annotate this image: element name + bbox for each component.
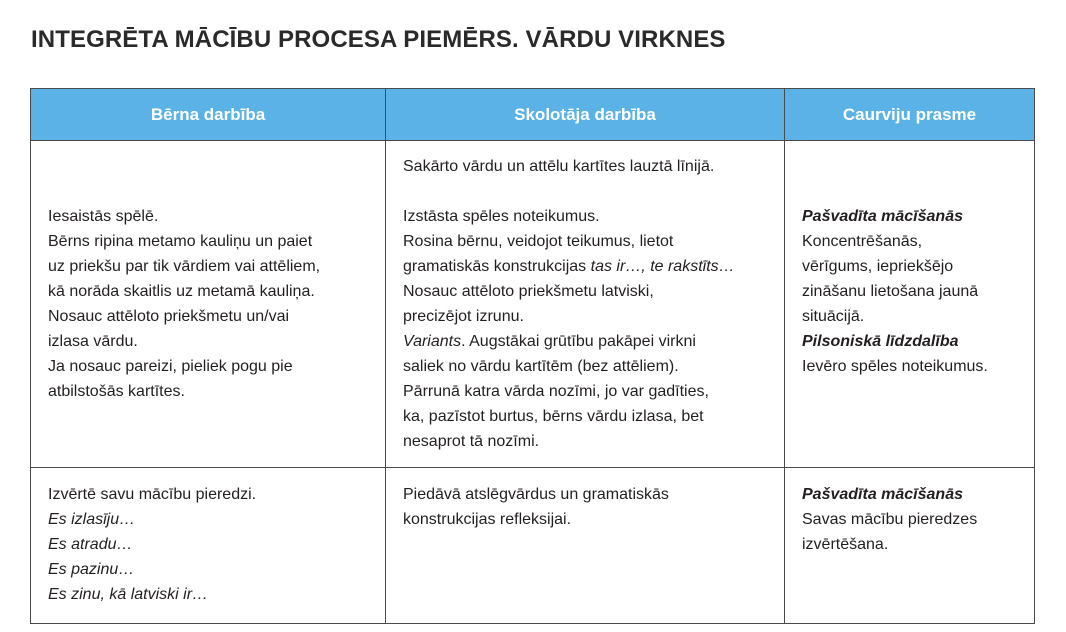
text-line: Iesaistās spēlē. (48, 208, 159, 225)
table-header-row (31, 89, 1035, 141)
child-activity-cell (31, 141, 386, 468)
teacher-activity-cell (386, 468, 785, 624)
header-teacher-activity: Skolotāja darbība (386, 89, 785, 141)
example-phrases: tas ir…, te rakstīts… (590, 258, 735, 275)
text-line: saliek no vārdu kartītēm (bez attēliem). (403, 358, 679, 375)
text-line: Es zinu, kā latviski ir… (48, 586, 209, 603)
text-line (403, 254, 770, 279)
header-transversal-skill: Caurviju prasme (785, 89, 1035, 141)
text-line: Ja nosauc pareizi, pieliek pogu pie (48, 358, 293, 375)
text-line: Piedāvā atslēgvārdus un gramatiskās (403, 486, 669, 503)
activity-table (30, 88, 1035, 624)
text-line: kā norāda skaitlis uz metamā kauliņa. (48, 283, 315, 300)
text-line: Savas mācību pieredzes (802, 511, 978, 528)
text-line: izvērtēšana. (802, 536, 889, 553)
text-line: zināšanu lietošana jaunā (802, 283, 979, 300)
skill-heading: Pašvadīta mācīšanās (802, 208, 963, 225)
text-line: Nosauc attēloto priekšmetu un/vai (48, 308, 290, 325)
child-activity-cell (31, 468, 386, 624)
header-child-activity: Bērna darbība (31, 89, 386, 141)
skill-heading: Pašvadīta mācīšanās (802, 486, 963, 503)
text-line: Izstāsta spēles noteikumus. (403, 208, 600, 225)
text-line: Nosauc attēloto priekšmetu latviski, (403, 283, 654, 300)
skill-cell (785, 468, 1035, 624)
page-title: INTEGRĒTA MĀCĪBU PROCESA PIEMĒRS. VĀRDU VIRKNES (31, 26, 726, 53)
text-line (403, 329, 770, 354)
skill-heading: Pilsoniskā līdzdalība (802, 333, 959, 350)
text-line: precizējot izrunu. (403, 308, 524, 325)
text-line: situācijā. (802, 308, 865, 325)
text-line: Ievēro spēles noteikumus. (802, 358, 988, 375)
text-line: Izvērtē savu mācību pieredzi. (48, 486, 257, 503)
text-line: Sakārto vārdu un attēlu kartītes lauztā līnijā. (403, 158, 715, 175)
text-line: nesaprot tā nozīmi. (403, 433, 540, 450)
text-line: Koncentrēšanās, (802, 233, 923, 250)
text-line: Pārrunā katra vārda nozīmi, jo var gadīties, (403, 383, 709, 400)
text-segment: . Augstākai grūtību pakāpei virkni (461, 333, 696, 350)
text-line: Es atradu… (48, 536, 133, 553)
text-line: Rosina bērnu, veidojot teikumus, lietot (403, 233, 674, 250)
text-line: konstrukcijas refleksijai. (403, 511, 572, 528)
text-line: Es izlasīju… (48, 511, 136, 528)
variant-label: Variants (403, 333, 462, 350)
text-line: vērīgums, iepriekšējo (802, 258, 954, 275)
skill-cell (785, 141, 1035, 468)
text-line: Bērns ripina metamo kauliņu un paiet (48, 233, 313, 250)
text-line: uz priekšu par tik vārdiem vai attēliem, (48, 258, 321, 275)
text-line: ka, pazīstot burtus, bērns vārdu izlasa, bet (403, 408, 704, 425)
text-line: Es pazinu… (48, 561, 135, 578)
table-row (31, 468, 1035, 624)
text-line: atbilstošās kartītes. (48, 383, 185, 400)
text-line: izlasa vārdu. (48, 333, 138, 350)
teacher-activity-cell (386, 141, 785, 468)
table-row (31, 141, 1035, 468)
text-segment: gramatiskās konstrukcijas (403, 258, 591, 275)
